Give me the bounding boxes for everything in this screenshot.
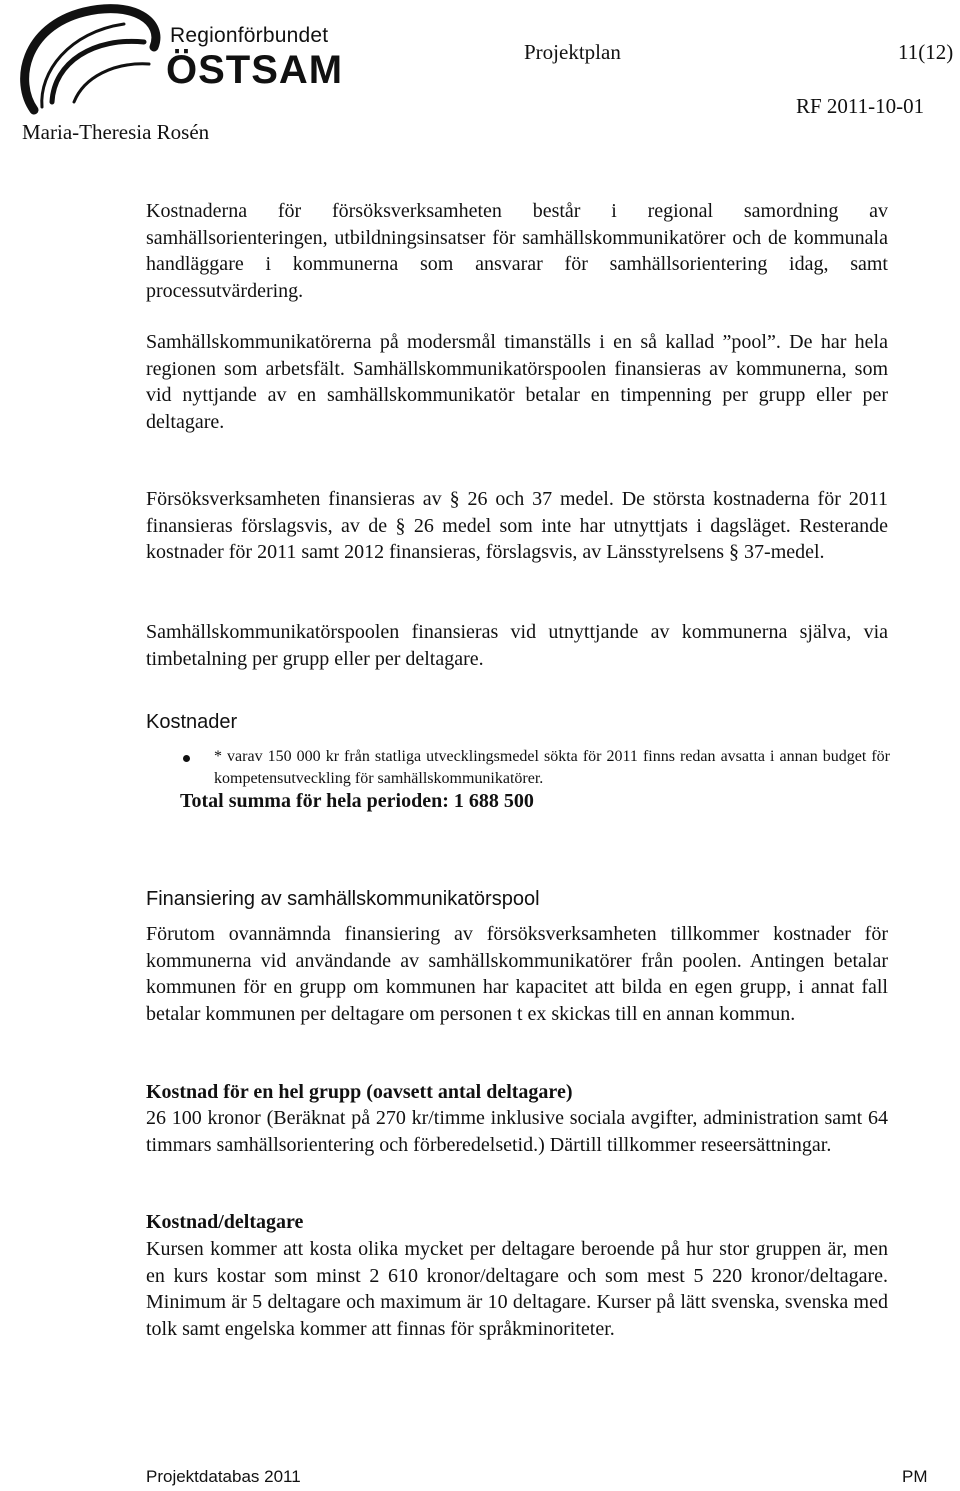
bullet-note: * varav 150 000 kr från statliga utvecklingsmedel sökta för 2011 finns redan avsatta i annan budget för kompetensutveckling för samhällskommunikatörer.	[214, 748, 890, 787]
document-title: Projektplan	[524, 40, 621, 64]
document-reference-date: RF 2011-10-01	[796, 94, 925, 118]
paragraph-cost-overview: Kostnaderna för försöksverksamheten består i regional samordning av samhällsorienteringen, utbildningsinsatser för samhällskommunikatörer och de kommunala handläggare i kommunerna som ansvarar för samhällsorientering idag, samt processutvärdering.	[146, 200, 888, 302]
logo-organization-name: ÖSTSAM	[166, 48, 344, 92]
document-author: Maria-Theresia Rosén	[22, 120, 210, 144]
paragraph-pool-description: Samhällskommunikatörerna på modersmål timanställs i en så kallad ”pool”. De har hela regionen som arbetsfält. Samhällskommunikatörspoolen finansieras av kommunerna, som vid nyttjande av en samhällskommunikatör betalar en timpenning per grupp eller per deltagare.	[146, 331, 888, 433]
footer-project-database: Projektdatabas 2011	[146, 1467, 301, 1486]
paragraph-pool-funding: Samhällskommunikatörspoolen finansieras vid utnyttjande av kommunerna själva, via timbetalning per grupp eller per deltagare.	[146, 621, 888, 670]
heading-cost-per-participant: Kostnad/deltagare	[146, 1211, 304, 1233]
paragraph-participant-cost: Kursen kommer att kosta olika mycket per deltagare beroende på hur stor gruppen är, men en kurs kostar som minst 2 610 kronor/deltagare och som mest 5 220 kronor/deltagare. Minimum är 5 deltagare och maximum är 10 deltagare. Kurser på lätt svenska, svenska med tolk samt engelska kommer att finnas för språkminoriteter.	[146, 1238, 888, 1340]
ostsam-logo	[14, 2, 344, 122]
bullet-icon	[183, 755, 190, 762]
page-number: 11(12)	[898, 40, 954, 64]
footer-doc-type: PM	[902, 1467, 928, 1486]
logo-swirl-icon	[14, 2, 174, 122]
heading-financing-pool: Finansiering av samhällskommunikatörspool	[146, 888, 540, 910]
total-sum: Total summa för hela perioden: 1 688 500	[180, 790, 534, 812]
paragraph-municipal-costs: Förutom ovannämnda finansiering av försöksverksamheten tillkommer kostnader för kommunerna vid användande av samhällskommunikatörer från poolen. Antingen betalar kommunen för en grupp om kommunen har kapacitet att bilda en egen grupp, i annat fall betalar kommunen per deltagare om personen t ex skickas till en annan kommun.	[146, 923, 888, 1025]
heading-kostnader: Kostnader	[146, 711, 238, 733]
heading-cost-per-group: Kostnad för en hel grupp (oavsett antal deltagare)	[146, 1081, 573, 1103]
paragraph-funding-sources: Försöksverksamheten finansieras av § 26 och 37 medel. De största kostnaderna för 2011 finansieras förslagsvis, av de § 26 medel som inte har utnyttjats i dagsläget. Resterande kostnader för 2011 samt 2012 finansieras, förslagsvis, av Länsstyrelsens § 37-medel.	[146, 488, 888, 563]
paragraph-group-cost: 26 100 kronor (Beräknat på 270 kr/timme inklusive sociala avgifter, administration samt 64 timmars samhällsorientering och förberedelsetid.) Därtill tillkommer reseersättningar.	[146, 1107, 888, 1156]
logo-organization-label: Regionförbundet	[170, 24, 329, 47]
